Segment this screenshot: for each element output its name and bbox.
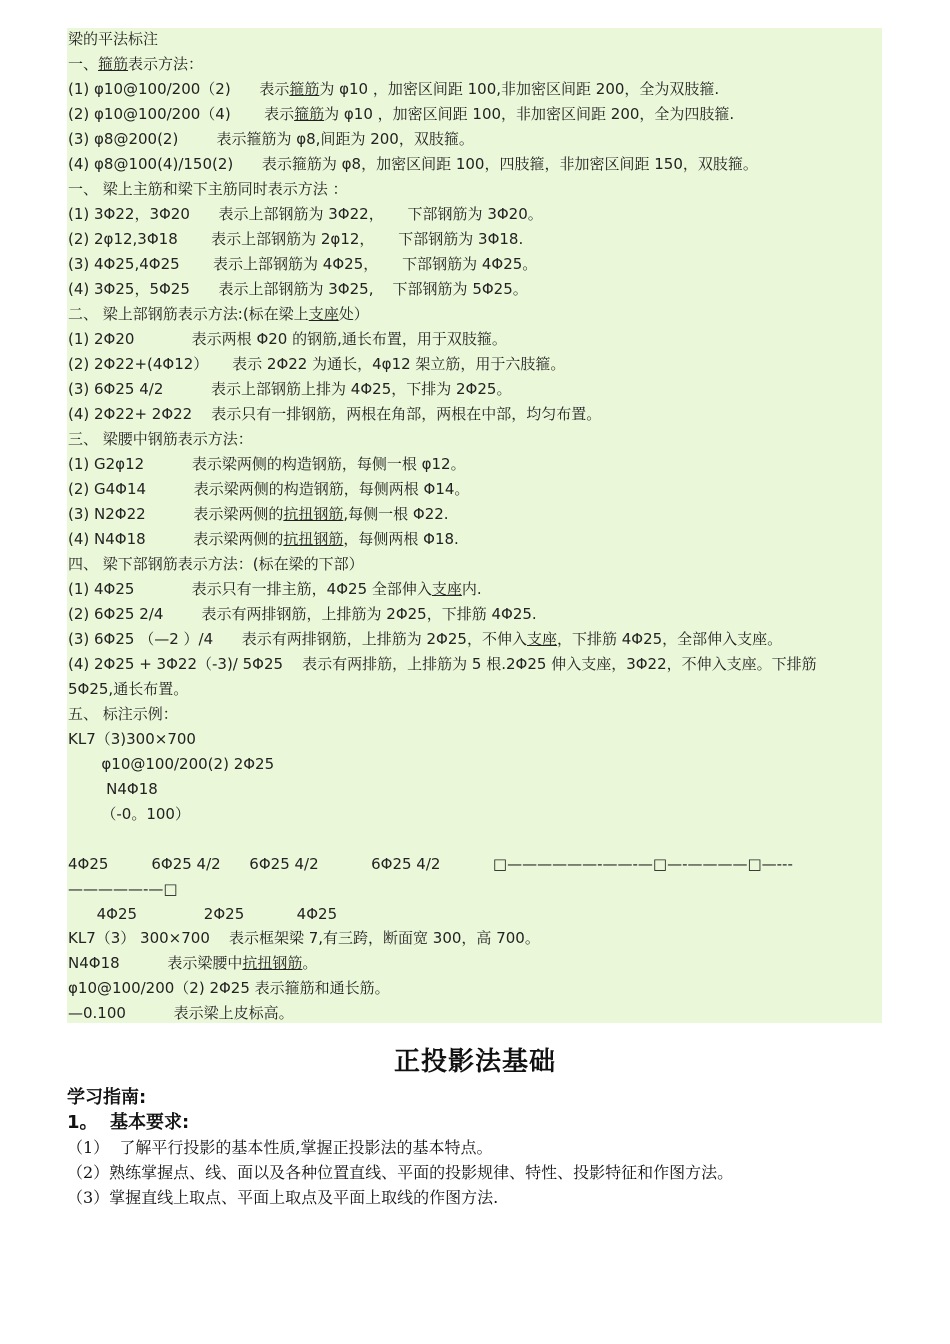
- doc-line-l24: (2) 6Φ25 2/4 表示有两排钢筋，上排筋为 2Φ25，下排筋 4Φ25.: [68, 605, 537, 623]
- doc-line-l32: （-0。100）: [68, 805, 190, 823]
- doc-line-text: 为 φ10 ，加密区间距 100，非加密区间距 200，全为四肢箍.: [324, 105, 735, 123]
- doc-line-l35: 4Φ25 2Φ25 4Φ25: [68, 905, 338, 923]
- doc-line-l28: 五、 标注示例：: [68, 705, 178, 723]
- doc-line-l13: (1) 2Φ20 表示两根 Φ20 的钢筋,通长布置，用于双肢箍。: [68, 330, 507, 348]
- doc-line-text: (3) N2Φ22 表示梁两侧的: [68, 505, 284, 523]
- beam-notation-panel: [67, 28, 882, 1023]
- underlined-term: 支座: [308, 305, 339, 323]
- underlined-term: 箍筋: [289, 80, 320, 98]
- underlined-term: 抗扭钢筋: [242, 954, 303, 972]
- requirement-item-2: （2）熟练掌握点、线、面以及各种位置直线、平面的投影规律、特性、投影特征和作图方法。: [67, 1163, 734, 1182]
- doc-line-l22: 四、 梁下部钢筋表示方法：(标在梁的下部）: [68, 555, 364, 573]
- basic-requirements-heading: 1。 基本要求:: [67, 1112, 190, 1133]
- doc-line-text: ,每侧一根 Φ22.: [343, 505, 449, 523]
- doc-line-l14: (2) 2Φ22+(4Φ12） 表示 2Φ22 为通长，4φ12 架立筋，用于六肢箍。: [68, 355, 566, 373]
- doc-line-l37: [68, 953, 317, 973]
- doc-line-l27: 5Φ25,通长布置。: [68, 680, 189, 698]
- doc-line-text: 处）: [338, 305, 369, 323]
- doc-line-text: 。: [302, 954, 318, 972]
- doc-line-l17: 三、 梁腰中钢筋表示方法：: [68, 430, 253, 448]
- doc-line-text: ，下排筋 4Φ25，全部伸入支座。: [556, 630, 783, 648]
- doc-line-l19: (2) G4Φ14 表示梁两侧的构造钢筋，每侧两根 Φ14。: [68, 480, 470, 498]
- doc-line-l12: [68, 304, 369, 324]
- doc-line-l38: φ10@100/200（2) 2Φ25 表示箍筋和通长筋。: [68, 979, 390, 997]
- requirement-item-3: （3）掌握直线上取点、平面上取点及平面上取线的作图方法.: [67, 1188, 499, 1207]
- doc-line-l39: —0.100 表示梁上皮标高。: [68, 1004, 294, 1022]
- doc-line-text: (1) φ10@100/200（2) 表示: [68, 80, 290, 98]
- doc-line-l16: (4) 2Φ22+ 2Φ22 表示只有一排钢筋，两根在角部，两根在中部，均匀布置。: [68, 405, 602, 423]
- doc-line-text: ，每侧两根 Φ18.: [343, 530, 459, 548]
- doc-line-l31: N4Φ18: [68, 780, 158, 798]
- doc-line-text: 表示方法：: [128, 55, 204, 73]
- doc-line-l21: [68, 529, 459, 549]
- underlined-term: 箍筋: [294, 105, 325, 123]
- underlined-term: 箍筋: [98, 55, 129, 73]
- doc-line-l03: [68, 79, 719, 99]
- doc-line-l18: (1) G2φ12 表示梁两侧的构造钢筋，每侧一根 φ12。: [68, 455, 466, 473]
- doc-line-l08: (1) 3Φ22，3Φ20 表示上部钢筋为 3Φ22， 下部钢筋为 3Φ20。: [68, 205, 543, 223]
- guide-heading: 学习指南:: [67, 1087, 147, 1108]
- doc-line-l11: (4) 3Φ25，5Φ25 表示上部钢筋为 3Φ25, 下部钢筋为 5Φ25。: [68, 280, 528, 298]
- doc-line-text: (4) N4Φ18 表示梁两侧的: [68, 530, 284, 548]
- doc-line-l26: (4) 2Φ25 + 3Φ22（-3)/ 5Φ25 表示有两排筋，上排筋为 5 根.2Φ25 伸入支座，3Φ22，不伸入支座。下排筋: [68, 655, 817, 673]
- doc-line-text: 内.: [461, 580, 482, 598]
- doc-line-l20: [68, 504, 449, 524]
- requirement-item-1: （1） 了解平行投影的基本性质,掌握正投影法的基本特点。: [67, 1138, 493, 1157]
- doc-line-text: (2) φ10@100/200（4) 表示: [68, 105, 295, 123]
- doc-line-l15: (3) 6Φ25 4/2 表示上部钢筋上排为 4Φ25，下排为 2Φ25。: [68, 380, 512, 398]
- underlined-term: 抗扭钢筋: [283, 505, 344, 523]
- doc-line-text: (1) 4Φ25 表示只有一排主筋，4Φ25 全部伸入: [68, 580, 432, 598]
- doc-line-l02: [68, 54, 203, 74]
- doc-line-text: 为 φ10 ，加密区间距 100,非加密区间距 200，全为双肢箍.: [319, 80, 720, 98]
- underlined-term: 支座: [431, 580, 462, 598]
- doc-line-text: (3) 6Φ25 （—2 ）/4 表示有两排钢筋，上排筋为 2Φ25，不伸入: [68, 630, 527, 648]
- doc-line-l34: —————-—□: [68, 880, 178, 898]
- section-title: 正投影法基础: [393, 1047, 556, 1077]
- doc-line-l01: 梁的平法标注: [68, 30, 159, 48]
- doc-line-l25: [68, 629, 782, 649]
- doc-line-l30: φ10@100/200(2) 2Φ25: [68, 755, 275, 773]
- doc-line-l23: [68, 579, 482, 599]
- doc-line-l04: [68, 104, 734, 124]
- underlined-term: 支座: [526, 630, 557, 648]
- doc-line-l36: KL7（3） 300×700 表示框架梁 7,有三跨，断面宽 300，高 700。: [68, 929, 540, 947]
- doc-line-l09: (2) 2φ12,3Φ18 表示上部钢筋为 2φ12， 下部钢筋为 3Φ18.: [68, 230, 524, 248]
- doc-line-text: 二、 梁上部钢筋表示方法:(标在梁上: [68, 305, 309, 323]
- doc-line-text: N4Φ18 表示梁腰中: [68, 954, 243, 972]
- doc-line-l10: (3) 4Φ25,4Φ25 表示上部钢筋为 4Φ25， 下部钢筋为 4Φ25。: [68, 255, 538, 273]
- doc-line-text: 一、: [68, 55, 99, 73]
- doc-line-l06: (4) φ8@100(4)/150(2) 表示箍筋为 φ8，加密区间距 100，四肢箍，非加密区间距 150，双肢箍。: [68, 155, 758, 173]
- doc-line-l33: 4Φ25 6Φ25 4/2 6Φ25 4/2 6Φ25 4/2 □——————-——-—□—-————□—---: [68, 855, 793, 873]
- doc-line-l05: (3) φ8@200(2) 表示箍筋为 φ8,间距为 200，双肢箍。: [68, 130, 474, 148]
- doc-line-l29: KL7（3)300×700: [68, 730, 196, 748]
- doc-line-l07: 一、 梁上主筋和梁下主筋同时表示方法 ：: [68, 180, 348, 198]
- underlined-term: 抗扭钢筋: [283, 530, 344, 548]
